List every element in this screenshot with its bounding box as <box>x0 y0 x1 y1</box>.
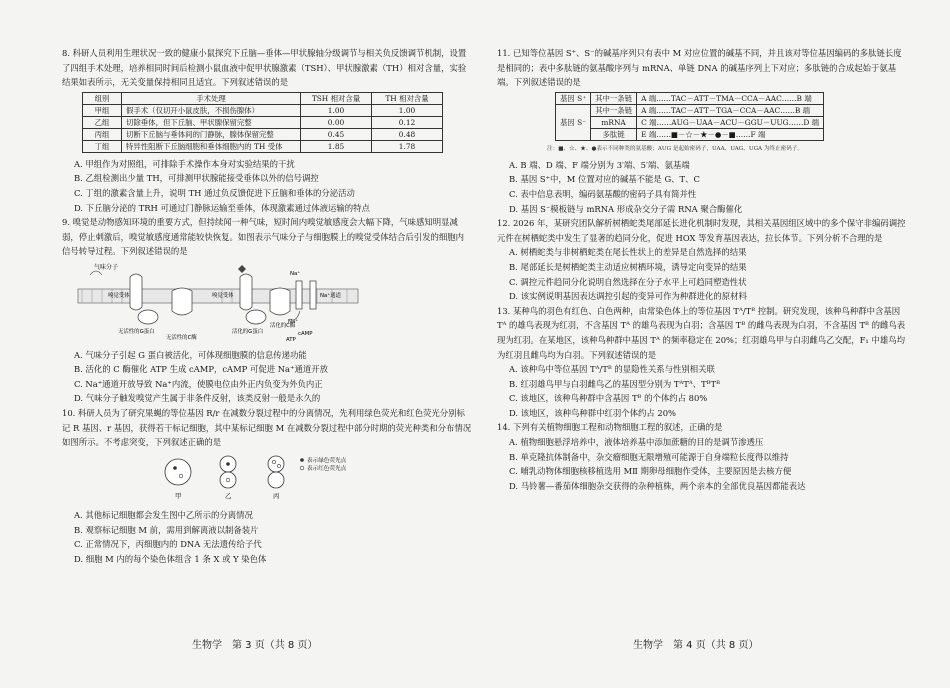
right-column <box>497 46 907 493</box>
cell-label-bing: 丙 <box>273 491 280 500</box>
table-row <box>83 104 443 116</box>
cell: 其中一条链 <box>591 104 637 116</box>
q12-stem: 12. 2026 年，某研究团队解析树栖蛇类尾部延长进化机制时发现，其相关基因组区域中的多个保守非编码调控元件在树栖蛇类中发生了显著的趋同分化，促进 HOX 等发育基因表达，拉长体节。下列分析不合理的是 <box>497 218 906 243</box>
label-receptor-1: 嗅觉受体 <box>108 292 130 299</box>
label-na-channel: Na⁺通道 <box>320 292 341 299</box>
g-protein-active-shape <box>246 310 266 324</box>
q12-option-a: A. 树栖蛇类与非树栖蛇类在尾长性状上的差异是自然选择的结果 <box>509 247 747 258</box>
olfactory-signal-diagram <box>62 261 362 341</box>
cell: 乙组 <box>83 116 122 128</box>
label-c-inactive: 无活性的C酶 <box>166 334 197 341</box>
green-dot <box>173 466 177 470</box>
cell-bing-bottom <box>268 472 284 488</box>
cell: 其中一条链 <box>591 92 637 104</box>
legend-red-label: 表示红色荧光点 <box>307 465 347 472</box>
q8-option-c: C. 丁组的激素含量上升，说明 TH 通过负反馈促进下丘脑和垂体的分泌活动 <box>74 187 355 198</box>
label-na-bottom: Na⁺ <box>288 318 299 325</box>
cell: 基因 S⁺ <box>556 92 591 104</box>
table-row <box>556 128 824 140</box>
q10-option-d: D. 细胞 M 内的每个染色体组含 1 条 X 或 Y 染色体 <box>74 554 267 565</box>
left-column <box>62 46 472 567</box>
q12-option-b: B. 尾部延长是树栖蛇类主动适应树栖环境，诱导定向变异的结果 <box>509 261 747 272</box>
q11-note: 注：■、☆、★、●表示不同种类的氨基酸；AUG 是起始密码子，UAA、UAG、UGA 为终止密码子。 <box>547 145 804 152</box>
label-c-active: 活化的C酶 <box>270 322 296 329</box>
q8-table <box>82 92 443 153</box>
odor-molecule-shape <box>238 265 246 273</box>
cell: C 端……AUG－UAA－ACU－GGU－UUG……D 端 <box>637 116 824 128</box>
cell: 切断下丘脑与垂体间的门静脉，腺体保留完整 <box>122 128 301 140</box>
col-surgery: 手术处理 <box>122 92 301 104</box>
receptor-shape-2 <box>240 274 252 310</box>
cell: A 端……TAC－ATT－TMA－CCA－AAC……B 端 <box>637 92 824 104</box>
g-protein-inactive-shape <box>138 310 158 324</box>
cell: A 端……TAC－ATT－TGA－CCA－AAC……B 端 <box>637 104 824 116</box>
q8-option-a: A. 甲组作为对照组，可排除手术操作本身对实验结果的干扰 <box>74 158 295 169</box>
cell: 1.85 <box>301 140 372 152</box>
q10-option-b: B. 观察标记细胞 M 前，需用到解离液以制备装片 <box>74 524 259 535</box>
q13-option-a: A. 该种鸟中等位基因 Tᴬ/Tᴮ 的显隐性关系与性别相关联 <box>509 364 715 375</box>
label-odor: 气味分子 <box>94 263 119 271</box>
c-enzyme-active-shape <box>270 288 290 315</box>
cell: 0.12 <box>372 116 443 128</box>
receptor-shape-1 <box>130 274 142 310</box>
table-row <box>83 128 443 140</box>
table-row <box>83 140 443 152</box>
na-channel-right <box>310 281 316 309</box>
red-dot <box>179 474 183 478</box>
green-dot <box>226 462 230 466</box>
cell: 特异性阻断下丘脑细胞和垂体细胞内的 TH 受体 <box>122 140 301 152</box>
c-enzyme-inactive-shape <box>172 288 192 315</box>
cell: 1.78 <box>372 140 443 152</box>
cell: mRNA <box>591 116 637 128</box>
na-channel-left <box>296 281 302 309</box>
page-footer-right: 生物学 第 4 页（共 8 页） <box>633 640 759 651</box>
cell: 基因 S⁻ <box>556 104 591 140</box>
q8-stem: 8. 科研人员利用生理状况一致的健康小鼠探究下丘脑—垂体—甲状腺轴分级调节与相关负反馈调节机制，设置了四组手术处理，培养相同时间后检测小鼠血液中促甲状腺激素（TSH）、甲状腺激素（TH）相对含量，实验结果如表所示，无关变量保持相同且适宜。下列叙述错误的是 <box>62 48 467 88</box>
q9-option-b: B. 活化的 C 酶催化 ATP 生成 cAMP，cAMP 可促进 Na⁺通道开放 <box>74 364 328 375</box>
col-group: 组别 <box>83 92 122 104</box>
table-row <box>556 92 824 104</box>
cell: 1.00 <box>372 104 443 116</box>
q9-stem: 9. 嗅觉是动物感知环境的重要方式，但持续闻一种气味，短时间内嗅觉敏感度会大幅下降，气味感知明显减弱，停止刺激后，嗅觉敏感度通常能较快恢复。如图表示气味分子与细胞膜上的嗅觉受体结合后引发的细胞内信号转导过程。下列叙述错误的是 <box>62 217 464 257</box>
cell: 丙组 <box>83 128 122 140</box>
q13-stem: 13. 某种鸟的羽色有红色、白色两种，由常染色体上的等位基因 Tᴬ/Tᴮ 控制。研究发现，该种鸟种群中含基因 Tᴬ 的雄鸟表现为红羽，不含基因 Tᴬ 的雄鸟表现为白羽；含基因 Tᴮ 的雌鸟表现为白羽，不含基因 Tᴮ 的雌鸟表现为红羽。在某地区，该种鸟种群中基因 Tᴬ 的频率稳定在 20%；红羽雄鸟甲与白羽雌鸟乙交配，F₁ 中雄鸟均为红羽且雌鸟均为白羽。下列叙述错误的是 <box>497 305 906 360</box>
q11-table <box>555 92 824 141</box>
q13-option-d: D. 该地区，该种鸟种群中红羽个体约占 20% <box>509 407 677 418</box>
cell: 0.48 <box>372 128 443 140</box>
cell-label-yi: 乙 <box>225 491 232 500</box>
q11-stem: 11. 已知等位基因 S⁺、S⁻的碱基序列只有表中 M 对应位置的碱基不同，并且该对等位基因编码的多肽链长度是相同的；表中多肽链的氨基酸序列与 mRNA、单链 DNA 的碱基序列上下对应；多肽链的合成起始于氨基端。下列叙述错误的是 <box>497 48 902 88</box>
q9-option-a: A. 气味分子引起 G 蛋白被活化，可体现细胞膜的信息传递功能 <box>74 349 307 360</box>
q12-option-d: D. 该实例说明基因表达调控引起的变异可作为种群进化的原材料 <box>509 291 747 302</box>
label-atp: ATP <box>286 336 296 341</box>
q14-option-b: B. 单克隆抗体制备中，杂交瘤细胞无限增殖可能源于自身端粒长度得以维持 <box>509 451 789 462</box>
legend-green-dot <box>300 458 304 462</box>
red-dot <box>226 478 230 482</box>
q14-stem: 14. 下列有关植物细胞工程和动物细胞工程的叙述，正确的是 <box>497 422 723 433</box>
q14-option-c: C. 哺乳动物体细胞核移植选用 MⅡ 期卵母细胞作受体，主要原因是去核方便 <box>509 466 792 477</box>
q10-option-c: C. 正常情况下，丙细胞内的 DNA 无法遗传给子代 <box>74 539 262 550</box>
cell: 切除垂体，但下丘脑、甲状腺保留完整 <box>122 116 301 128</box>
q8-option-b: B. 乙组检测出少量 TH，可排测甲状腺能接受垂体以外的信号调控 <box>74 173 319 184</box>
red-dot <box>277 464 280 467</box>
col-th: TH 相对含量 <box>372 92 443 104</box>
legend-green-label: 表示绿色荧光点 <box>307 457 347 464</box>
cell-jia-outline <box>165 459 191 485</box>
cell: 甲组 <box>83 104 122 116</box>
q11-option-d: D. 基因 S⁻模板链与 mRNA 形成杂交分子需 RNA 聚合酶催化 <box>509 203 743 214</box>
table-row <box>83 116 443 128</box>
q13-option-c: C. 该地区，该种鸟种群中含基因 Tᴮ 的个体约占 80% <box>509 393 708 404</box>
table-row <box>556 104 824 116</box>
q13-option-b: B. 红羽雄鸟甲与白羽雌鸟乙的基因型分别为 TᴬTᴬ、TᴮTᴮ <box>509 378 720 389</box>
page-footer-left: 生物学 第 3 页（共 8 页） <box>192 640 318 651</box>
q9-figure <box>62 261 472 346</box>
q12-option-c: C. 调控元件趋同分化说明自然选择在分子水平上可趋同塑造性状 <box>509 276 747 287</box>
q10-stem: 10. 科研人员为了研究果蝇的等位基因 R/r 在减数分裂过程中的分离情况，先利用绿色荧光和红色荧光分别标记 R 基因、r 基因，获得若干标记细胞，其中某标记细胞 M 在减数分裂过程中部分时期的荧光种类和分布情况如图所示。不考虑突变，下列叙述正确的是 <box>62 407 472 448</box>
label-receptor-2: 嗅觉受体 <box>212 292 234 299</box>
table-row <box>556 116 824 128</box>
table-header-row <box>83 92 443 104</box>
q11-option-b: B. 基因 S⁺中，M 位置对应的碱基不能是 G、T、C <box>509 174 700 185</box>
q8-option-d: D. 下丘脑分泌的 TRH 可通过门静脉运输至垂体，体现激素通过体液运输的特点 <box>74 202 370 213</box>
label-camp: cAMP <box>298 330 313 337</box>
arrow-odor <box>90 271 102 275</box>
cell: 0.00 <box>301 116 372 128</box>
cell: 丁组 <box>83 140 122 152</box>
label-g-active: 活化的G蛋白 <box>232 328 264 335</box>
q11-option-a: A. B 端、D 端、F 端分别为 3′端、5′端、氨基端 <box>509 159 690 170</box>
q10-figure <box>62 452 472 507</box>
label-na-top: Na⁺ <box>290 270 301 277</box>
q10-option-a: A. 其他标记细胞都会发生图中乙所示的分离情况 <box>74 510 253 521</box>
cell: E 端……■－☆－★－●－■……F 端 <box>637 128 824 140</box>
red-dot <box>272 460 275 463</box>
cell: 1.00 <box>301 104 372 116</box>
cell: 假手术（仅切开小鼠皮肤，不损伤腺体） <box>122 104 301 116</box>
cell: 多肽链 <box>591 128 637 140</box>
q11-option-c: C. 表中信息表明，编码氨基酸的密码子具有简并性 <box>509 188 697 199</box>
label-g-inactive: 无活性的G蛋白 <box>118 328 155 335</box>
q14-option-d: D. 马铃薯—番茄体细胞杂交获得的杂种植株，两个亲本的全部优良基因都能表达 <box>509 480 806 491</box>
cell-label-jia: 甲 <box>175 491 182 500</box>
cell: 0.45 <box>301 128 372 140</box>
q14-option-a: A. 植物细胞悬浮培养中，液体培养基中添加蔗糖的目的是调节渗透压 <box>509 437 764 448</box>
col-tsh: TSH 相对含量 <box>301 92 372 104</box>
cell-bing-top <box>268 456 284 472</box>
meiosis-cells-diagram <box>62 452 362 502</box>
legend-red-dot <box>300 466 304 470</box>
q9-option-c: C. Na⁺通道开放导致 Na⁺内流，使膜电位由外正内负变为外负内正 <box>74 378 323 389</box>
q9-option-d: D. 气味分子触发嗅觉产生属于非条件反射，该类反射一般是永久的 <box>74 393 321 404</box>
